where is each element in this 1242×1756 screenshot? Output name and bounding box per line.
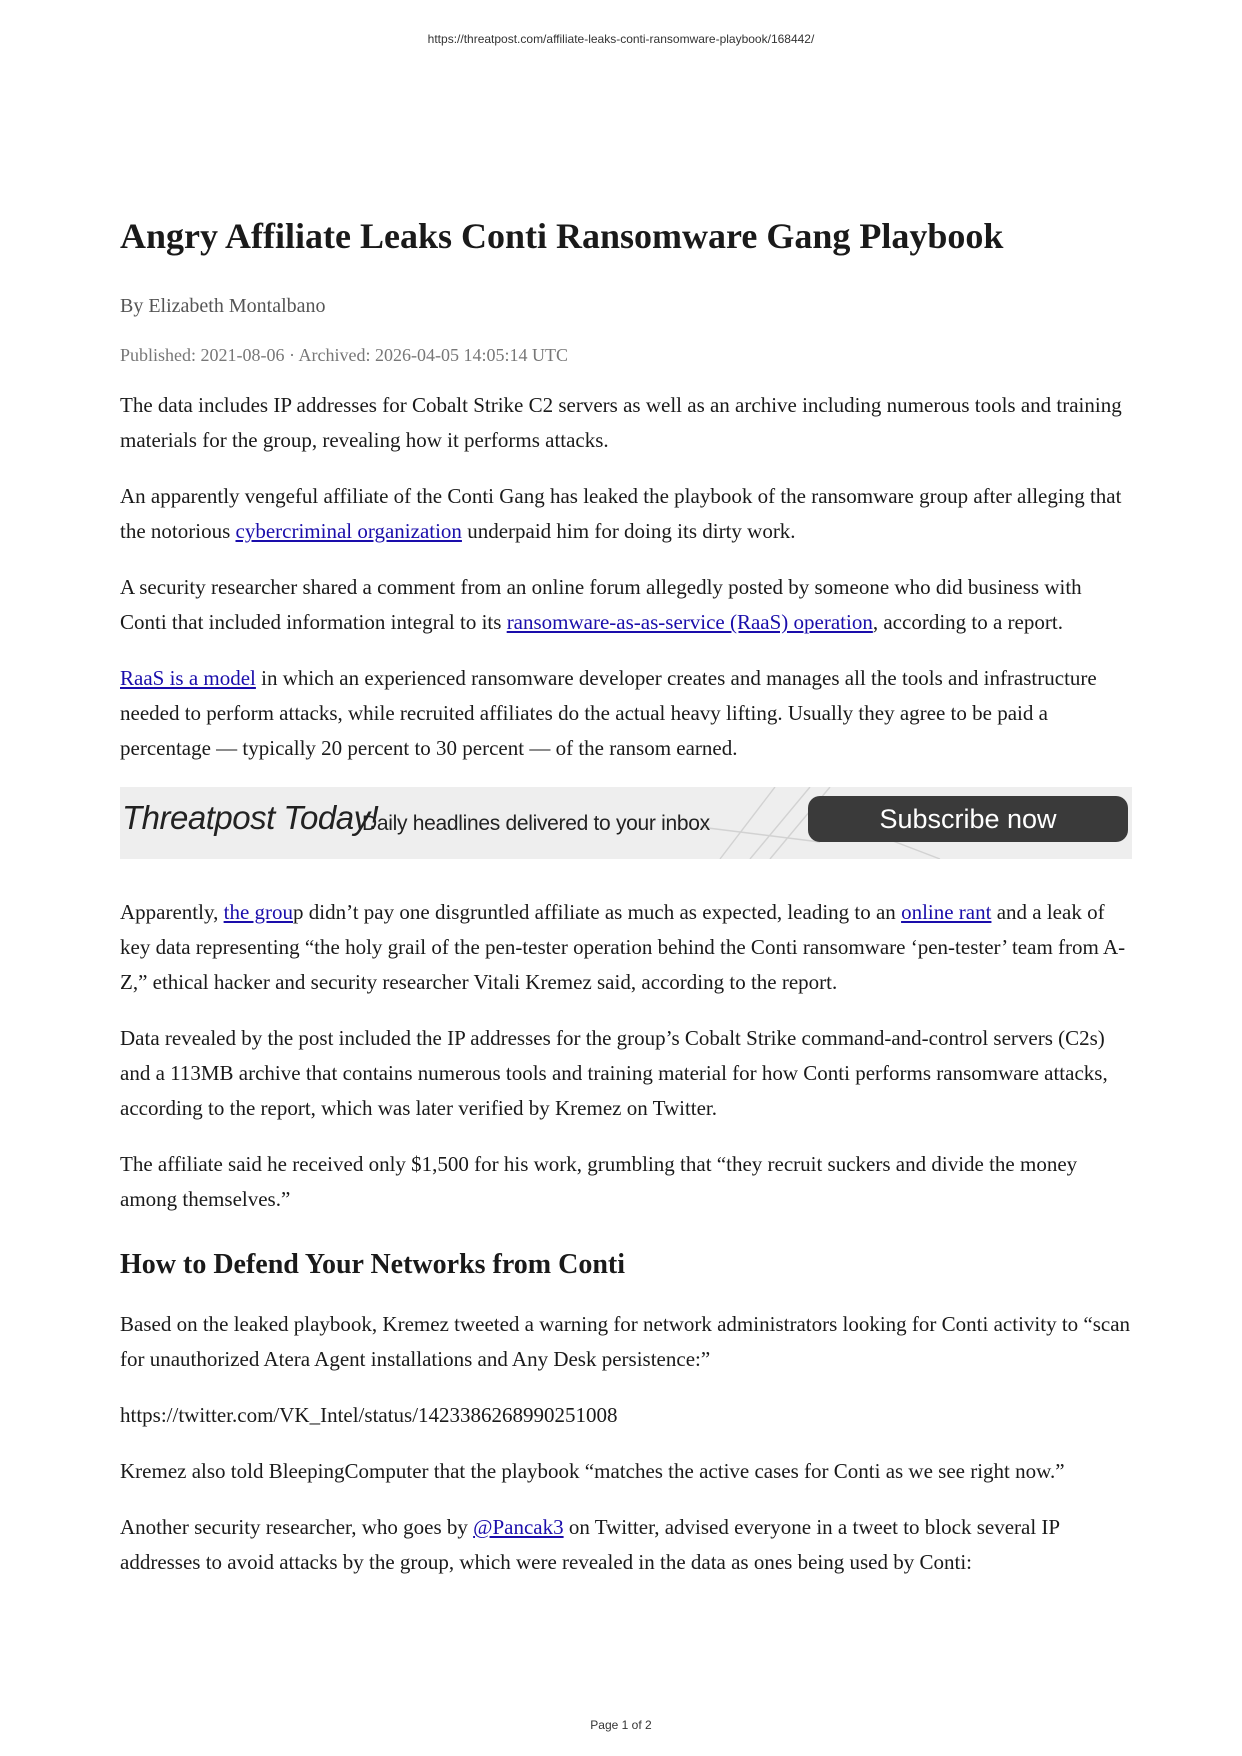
text: in which an experienced ransomware developer creates and manages all the tools and infrastructure needed to perform attacks, while recruited affiliates do the actual heavy lifting. Usually they agree to be paid a percentage — typically 20 percent to 30 percent — of the ransom earned. xyxy=(120,666,1097,760)
paragraph-1: The data includes IP addresses for Cobalt Strike C2 servers as well as an archive including numerous tools and training materials for the group, revealing how it performs attacks. xyxy=(120,393,1122,452)
paragraph-11 xyxy=(120,1510,1132,1580)
text: An apparently vengeful affiliate of the Conti Gang has leaked the playbook of the ransomware group after alleging that the notorious xyxy=(120,484,1122,543)
banner-brand: Threatpost Today! xyxy=(122,799,379,836)
article xyxy=(120,212,1132,1601)
paragraph-4 xyxy=(120,661,1132,766)
paragraph-2 xyxy=(120,479,1132,549)
link-cybercriminal-organization[interactable]: cybercriminal organization xyxy=(235,519,462,543)
text: and a leak of key data representing “the holy grail of the pen-tester operation behind the Conti ransomware ‘pen-tester’ team from A-Z,” ethical hacker and security researcher Vitali Kremez said, according to the report. xyxy=(120,900,1126,994)
paragraph-8: Based on the leaked playbook, Kremez tweeted a warning for network administrators looking for Conti activity to “scan for unauthorized Atera Agent installations and Any Desk persistence:” xyxy=(120,1312,1131,1371)
article-byline: By Elizabeth Montalbano xyxy=(120,295,326,317)
link-pancak3[interactable]: @Pancak3 xyxy=(473,1515,564,1539)
text: underpaid him for doing its dirty work. xyxy=(461,519,796,543)
text: Apparently, xyxy=(120,900,224,924)
section-heading: How to Defend Your Networks from Conti xyxy=(120,1249,625,1280)
page-url: https://threatpost.com/affiliate-leaks-conti-ransomware-playbook/168442/ xyxy=(427,32,815,46)
subscribe-button[interactable]: Subscribe now xyxy=(808,796,1128,842)
paragraph-3 xyxy=(120,570,1132,640)
newsletter-banner[interactable] xyxy=(120,787,1132,859)
link-raas-operation[interactable]: ransomware-as-as-service (RaaS) operation xyxy=(506,610,873,634)
text: p didn’t pay one disgruntled affiliate as much as expected, leading to an xyxy=(293,900,902,924)
paragraph-10: Kremez also told BleepingComputer that the playbook “matches the active cases for Conti as we see right now.” xyxy=(120,1459,1065,1483)
link-the-group[interactable]: the grou xyxy=(223,900,294,924)
banner-tagline: Daily headlines delivered to your inbox xyxy=(362,812,710,835)
text: on Twitter, advised everyone in a tweet to block several IP addresses to avoid attacks by the group, which were revealed in the data as ones being used by Conti: xyxy=(120,1515,1060,1574)
paragraph-6: Data revealed by the post included the IP addresses for the group’s Cobalt Strike command-and-control servers (C2s) and a 113MB archive that contains numerous tools and training material for how Conti performs ransomware attacks, according to the report, which was later verified by Kremez on Twitter. xyxy=(120,1026,1108,1120)
link-raas-model[interactable]: RaaS is a model xyxy=(120,666,256,690)
text: A security researcher shared a comment from an online forum allegedly posted by someone who did business with Conti that included information integral to its xyxy=(120,575,1082,634)
paragraph-7: The affiliate said he received only $1,500 for his work, grumbling that “they recruit suckers and divide the money among themselves.” xyxy=(120,1152,1078,1211)
article-title: Angry Affiliate Leaks Conti Ransomware Gang Playbook xyxy=(120,216,1004,256)
article-meta: Published: 2021-08-06 · Archived: 2026-04-05 14:05:14 UTC xyxy=(120,345,568,365)
link-online-rant[interactable]: online rant xyxy=(901,900,992,924)
paragraph-5 xyxy=(120,895,1132,1000)
text: Another security researcher, who goes by xyxy=(120,1515,474,1539)
tweet-url: https://twitter.com/VK_Intel/status/1423386268990251008 xyxy=(120,1403,618,1427)
text: , according to a report. xyxy=(872,610,1063,634)
page-number: Page 1 of 2 xyxy=(590,1718,652,1732)
